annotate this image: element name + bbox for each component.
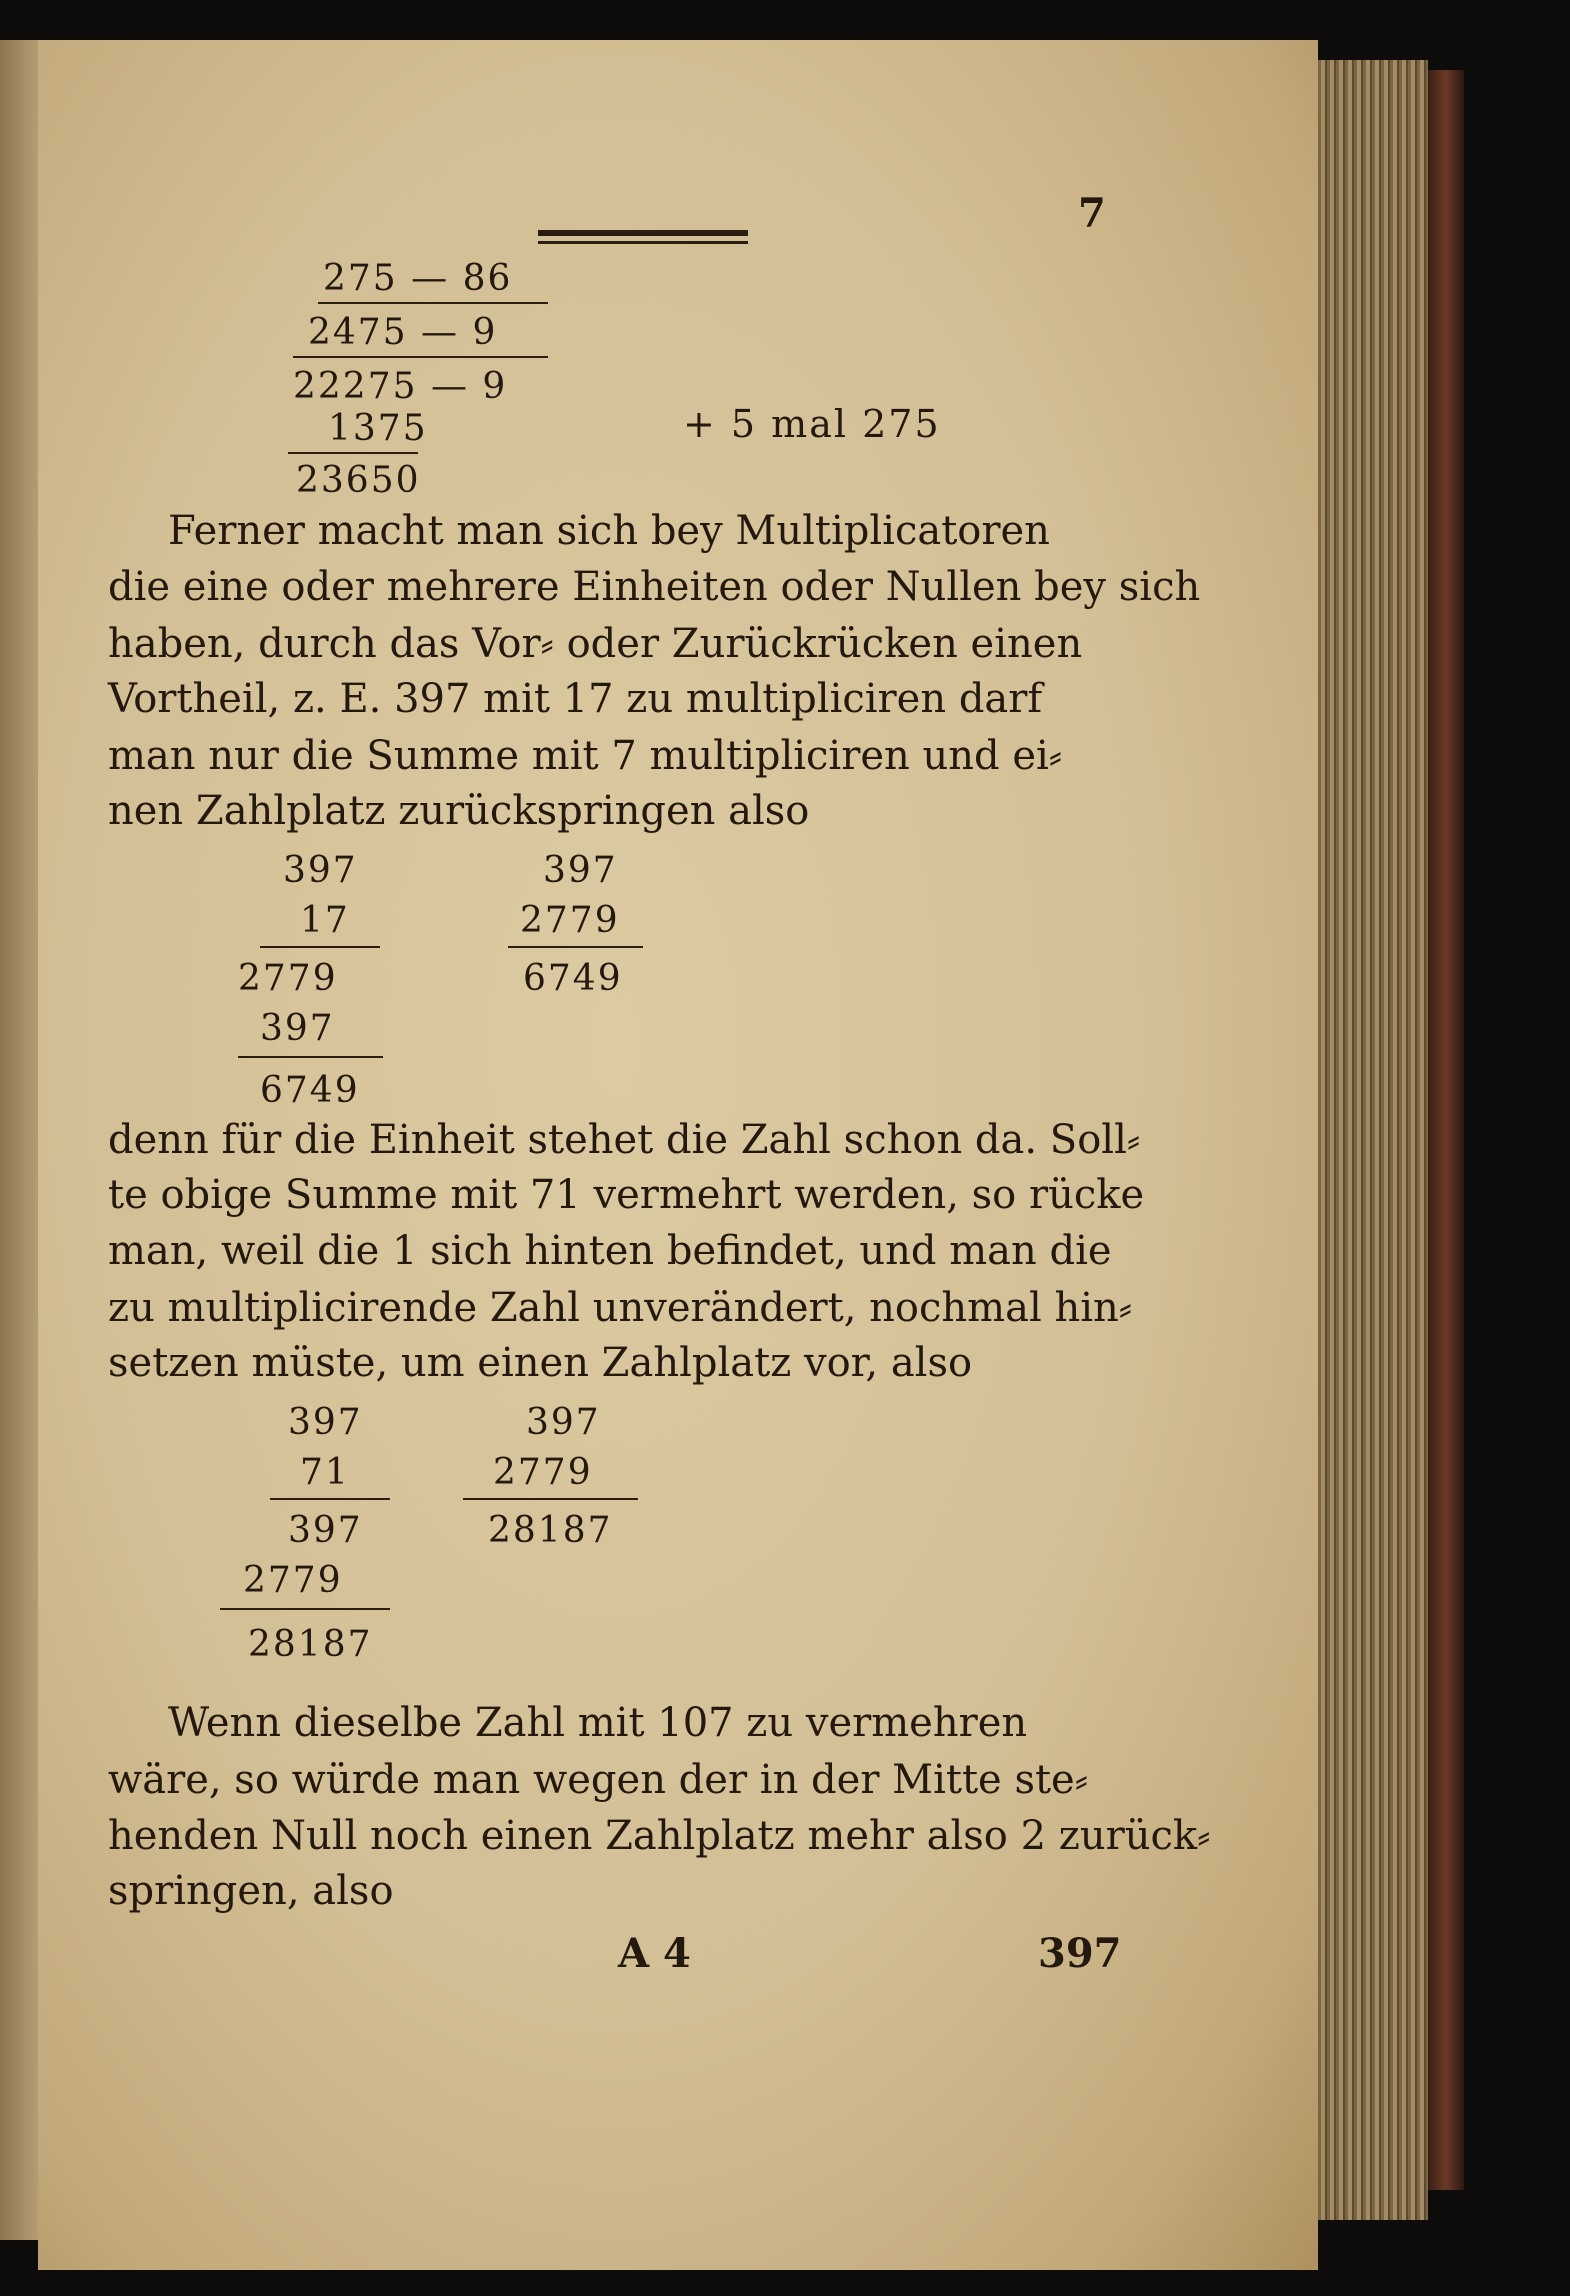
ex3-right-result: 28187	[488, 1510, 613, 1551]
ex1-row-3: 22275 — 9	[293, 366, 508, 407]
catchword: 397	[1038, 1930, 1122, 1977]
ex2-left-a: 397	[283, 850, 358, 891]
ex3-left-c: 397	[288, 1510, 363, 1551]
para3-line-4: springen, also	[108, 1868, 394, 1914]
para2-line-1: denn für die Einheit stehet die Zahl schon da. Soll⸗	[108, 1117, 1141, 1163]
ex1-rule-3	[288, 452, 418, 454]
ex2-left-b: 17	[300, 900, 350, 941]
para2-line-5: setzen müste, um einen Zahlplatz vor, also	[108, 1340, 973, 1386]
para3-line-3: henden Null noch einen Zahlplatz mehr also 2 zurück⸗	[108, 1813, 1211, 1859]
ex1-rule-1	[318, 302, 548, 304]
para3-line-1: Wenn dieselbe Zahl mit 107 zu vermehren	[168, 1700, 1028, 1746]
para1-line-1: Ferner macht man sich bey Multiplicatoren	[168, 508, 1050, 554]
ex2-left-result: 6749	[260, 1070, 360, 1111]
ex1-row-1: 275 — 86	[323, 258, 513, 299]
header-ornament	[538, 230, 748, 244]
para1-line-5: man nur die Summe mit 7 multipliciren und ei⸗	[108, 733, 1063, 779]
ex2-right-b: 2779	[520, 900, 620, 941]
para2-line-2: te obige Summe mit 71 vermehrt werden, so rücke	[108, 1172, 1145, 1218]
para1-line-4: Vortheil, z. E. 397 mit 17 zu multipliciren darf	[108, 676, 1043, 722]
ex1-result: 23650	[296, 460, 421, 501]
ex3-left-a: 397	[288, 1402, 363, 1443]
book-page	[38, 40, 1318, 2270]
ex3-right-a: 397	[526, 1402, 601, 1443]
ex1-note: + 5 mal 275	[683, 402, 941, 446]
ex3-left-rule-1	[270, 1498, 390, 1500]
signature-mark: A 4	[618, 1930, 691, 1977]
para1-line-3: haben, durch das Vor⸗ oder Zurückrücken einen	[108, 621, 1083, 667]
ex3-right-rule	[463, 1498, 638, 1500]
para3-line-2: wäre, so würde man wegen der in der Mitte ste⸗	[108, 1757, 1089, 1803]
ex3-left-b: 71	[300, 1452, 350, 1493]
facing-page-edge	[0, 40, 38, 2240]
para1-line-6: nen Zahlplatz zurückspringen also	[108, 788, 810, 834]
page-block-edge	[1318, 60, 1428, 2220]
para2-line-3: man, weil die 1 sich hinten befindet, und man die	[108, 1228, 1112, 1274]
para1-line-2: die eine oder mehrere Einheiten oder Nullen bey sich	[108, 564, 1201, 610]
ex1-rule-2	[293, 356, 548, 358]
ex2-left-d: 397	[260, 1008, 335, 1049]
ex2-right-a: 397	[543, 850, 618, 891]
ex2-right-result: 6749	[523, 958, 623, 999]
ex1-row-2: 2475 — 9	[308, 312, 498, 353]
ex2-left-rule-1	[260, 946, 380, 948]
ex2-left-c: 2779	[238, 958, 338, 999]
ex1-row-4: 1375	[328, 408, 428, 449]
ex3-left-result: 28187	[248, 1624, 373, 1665]
book-cover	[1428, 70, 1464, 2190]
page-number: 7	[1078, 190, 1106, 237]
ex2-left-rule-2	[238, 1056, 383, 1058]
para2-line-4: zu multiplicirende Zahl unverändert, nochmal hin⸗	[108, 1285, 1133, 1331]
ex3-left-d: 2779	[243, 1560, 343, 1601]
ex3-left-rule-2	[220, 1608, 390, 1610]
ex3-right-b: 2779	[493, 1452, 593, 1493]
ex2-right-rule	[508, 946, 643, 948]
